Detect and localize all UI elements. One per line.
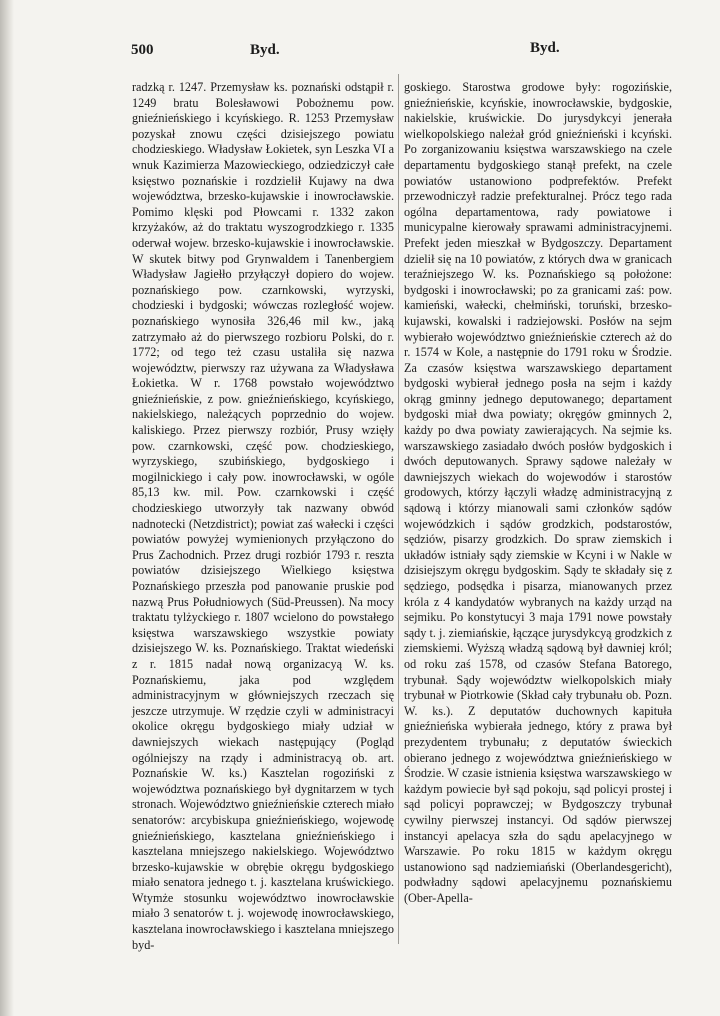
running-head-right: Byd. [530,40,560,56]
column-divider [398,74,399,944]
text-column-right [404,80,672,906]
page-number: 500 [131,42,154,58]
page-binding-shadow [0,0,14,1016]
running-head-left: Byd. [250,42,280,58]
column-left-text: radzką r. 1247. Przemysław ks. poznański odstąpił r. 1249 bratu Bolesławowi Pobożnemu pow. gnieźnieńskiego i kcyńskiego. R. 1253 Przemysław pozyskał znowu części dzisiejszego powiatu chodzieskiego. Władysław Łokietek, syn Leszka VI a wnuk Kazimierza Mazowieckiego, odziedziczył całe księstwo poznańskie i rozdzielił Kujawy na dwa województwa, brzesko-kujawskie i inowrocławskie. Pomimo klęski pod Płowcami r. 1332 zakon krzyżaków, aż do traktatu wyszogrodzkiego r. 1335 oderwał wojew. brzesko-kujawskie i inowrocławskie. W skutek bitwy pod Grynwaldem i Tanenbergiem Władysław Jagiełło przyłączył dopiero do wojew. poznańskiego pow. czarnkowski, wyrzyski, chodzieski i bydgoski; wówczas rozległość wojew. poznańskiego wynosiła 326,46 mil kw., jaką zatrzymało aż do pierwszego rozbioru Polski, do r. 1772; od tego też czasu ustaliła się nazwa województw, pierwszy raz używana za Władysława Łokietka. W r. 1768 powstało województwo gnieźnieńskie, z pow. gnieźnieńskiego, kcyńskiego, nakielskiego, należących poprzednio do wojew. kaliskiego. Przez pierwszy rozbiór, Prusy wzięły pow. czarnkowski, część pow. chodzieskiego, wyrzyskiego, szubińskiego, bydgoskiego i mogilnickiego i cały pow. inowrocławski, w ogóle 85,13 kw. mil. Pow. czarnkowski i część chodzieskiego utworzyły tak nazwany obwód nadnotecki (Netzdistrict); powiat zaś wałecki i części powiatów powyżej wymienionych przyłączono do Prus Zachodnich. Przez drugi rozbiór 1793 r. reszta powiatów dzisiejszego Wielkiego księstwa Poznańskiego przeszła pod panowanie pruskie pod nazwą Prus Południowych (Süd-Preussen). Na mocy traktatu tylżyckiego r. 1807 wcielono do powstałego księstwa warszawskiego wszystkie powiaty dzisiejszego W. ks. Poznańskiego. Traktat wiedeński z r. 1815 nadał nową organizacyą W. ks. Poznańskiemu, jaka pod względem administracyjnym w główniejszych rzeczach się jeszcze utrzymuje. W rzędzie czyli w administracyi okolice okręgu bydgoskiego miały udział w dawniejszych wiekach następujący (Pogląd ogólniejszy na rządy i administracyą ob. art. Poznańskie W. ks.) Kasztelan rogoziński z województwa poznańskiego był dygnitarzem w tych stronach. Województwo gnieźnieńskie czterech miało senatorów: arcybiskupa gnieźnieńskiego, wojewodę gnieźnieńskiego, kasztelana gnieźnieńskiego i kasztelana mniejszego nakielskiego. Województwo brzesko-kujawskie w obrębie okręgu bydgoskiego miało senatora jednego t. j. kasztelana kruświckiego. Wtymże stosunku województwo inowrocławskie miało 3 senatorów t. j. wojewodę inowrocławskiego, kasztelana inowrocławskiego i kasztelana mniejszego byd- [132,80,394,952]
column-right-text: goskiego. Starostwa grodowe były: rogozińskie, gnieźnieńskie, kcyńskie, inowrocławskie, bydgoskie, nakielskie, kruświckie. Do jurysdykcyi jenerała wielkopolskiego należał gród gnieźnieński i kcyński. Po zorganizowaniu księstwa warszawskiego na czele departamentu bydgoskiego stanął prefekt, na czele powiatów ustanowiono podprefektów. Prefekt przewodniczył radzie prefekturalnej. Prócz tego rada ogólna departamentowa, rady powiatowe i municypalne kierowały sprawami administracyjnemi. Prefekt jeden mieszkał w Bydgoszczy. Departament dzielił się na 10 powiatów, z których dwa w granicach teraźniejszego W. ks. Poznańskiego są położone: bydgoski i inowrocławski; po za granicami zaś: pow. kamieński, wałecki, chełmiński, toruński, brzesko-kujawski, kowalski i radziejowski. Posłów na sejm wybierało województwo gnieźnieńskie czterech aż do r. 1574 w Kole, a następnie do 1791 roku w Środzie. Za czasów księstwa warszawskiego departament bydgoski wybierał jednego posła na sejm i każdy okrąg gminny jednego deputowanego; departament bydgoski miał dwa powiaty; okręgów gminnych 2, każdy po dwa powiaty zawierających. Na sejmie ks. warszawskiego zasiadało dwóch posłów bydgoskich i dwóch deputowanych. Sprawy sądowe należały w dawniejszych wiekach do wojewodów i starostów grodowych, którzy łączyli władzę administracyjną z sądową i którzy mianowali sami członków sądów wojewódzkich i sądów grodzkich, podstarostów, sędziów, pisarzy grodzkich. Do spraw ziemskich i układów istniały sądy ziemskie w Kcyni i w Nakle w dzisiejszym okręgu bydgoskim. Sądy te składały się z sędziego, podsędka i pisarza, mianowanych przez króla z 4 kandydatów wybranych na każdy urząd na sejmiku. Po konstytucyi 3 maja 1791 nowe powstały sądy t. j. ziemiańskie, łączące jurysdykcyą grodzkich z ziemskiemi. Wyższą władzą sądową był dawniej król; od roku zaś 1578, od czasów Stefana Batorego, trybunał. Sądy województw wielkopolskich miały trybunał w Piotrkowie (Skład cały trybunału ob. Pozn. W. ks.). Z deputatów duchownych kapituła gnieźnieńska wybierała jednego, który z prawa był prezydentem trybunału; z deputatów świeckich obierano jednego z województwa gnieźnieńskiego w Środzie. W czasie istnienia księstwa warszawskiego w każdym powiecie był sąd pokoju, sąd policyi prostej i sąd policyi poprawczej; w Bydgoszczy trybunał cywilny pierwszej instancyi. Od sądów pierwszej instancyi apelacya szła do sądu apelacyjnego w Warszawie. Po roku 1815 w każdym okręgu ustanowiono sąd nadziemiański (Oberlandesgericht), podwładny sądowi apelacyjnemu poznańskiemu (Ober-Apella- [404,80,672,905]
text-column-left [132,80,394,953]
